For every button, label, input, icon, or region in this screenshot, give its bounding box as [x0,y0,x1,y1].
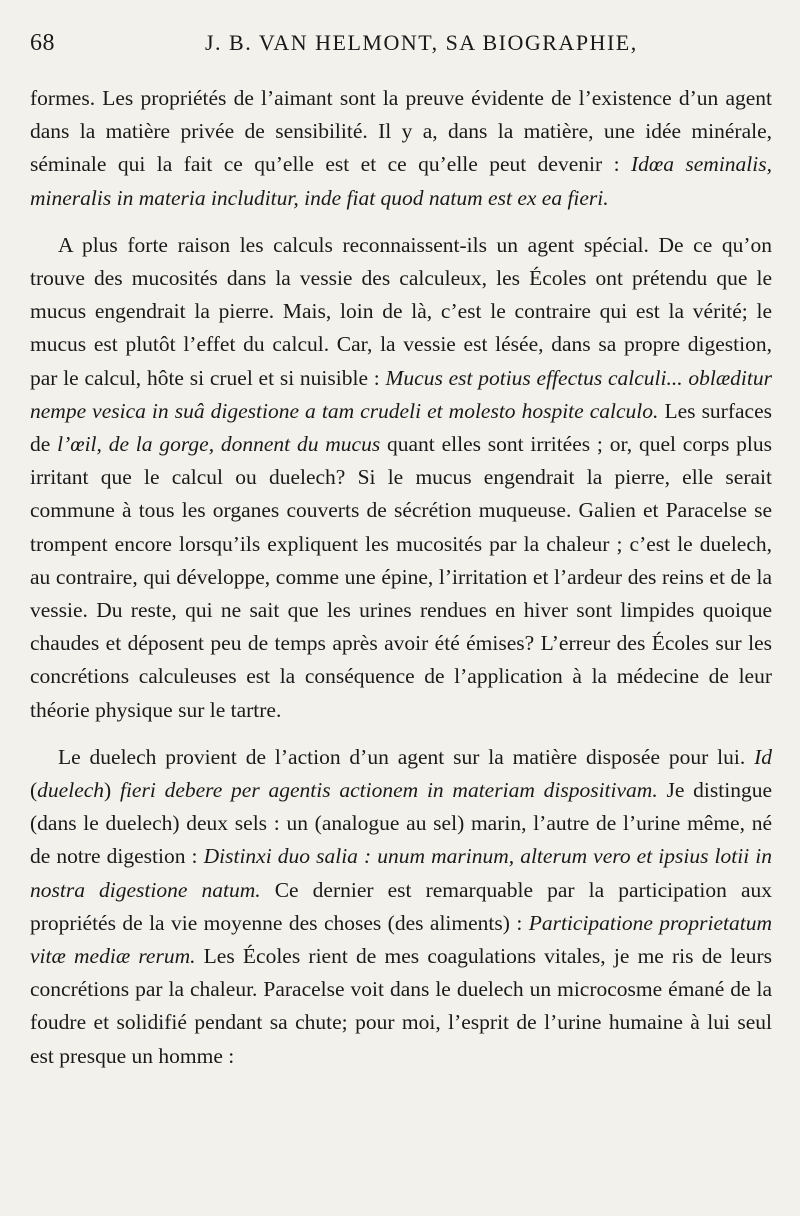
latin-quotation: Mucus est potius effectus calculi... oblæditur nempe vesica in suâ digestione a tam crudeli et molesto hospite calculo. [30,365,772,423]
latin-quotation: Distinxi duo salia : unum marinum, alterum vero et ipsius lotii in nostra digestione natum. [30,844,772,902]
latin-quotation: Idœa seminalis, mineralis in materia includitur, inde fiat quod natum est ex ea fieri. [30,152,772,210]
text-run: ( [30,778,38,803]
text-run: ) [104,778,120,803]
paragraph-1 [30,82,772,215]
text-run: A plus forte raison les calculs reconnaissent-ils un agent spécial. De ce qu’on trouve des mucosités dans la vessie des calculeux, les Écoles ont prétendu que le mucus engendrait la pierre. Mais, loin de là, c’est le contraire qui est la vérité; le mucus est plutôt l’effet du calcul. Car, la vessie est lésée, dans sa propre digestion, par le calcul, hôte si cruel et si nuisible : [30,232,772,390]
text-run: Le duelech provient de l’action d’un agent sur la matière disposée pour lui. [58,744,755,769]
latin-quotation: Participatione proprietatum vitæ mediæ rerum. [30,910,772,969]
text-run: Les Écoles rient de mes coagulations vitales, je me ris de leurs concrétions par la chaleur. Paracelse voit dans le duelech un microcosme émané de la foudre et solidifié pendant sa chute; pour moi, l’esprit de l’urine humaine à lui seul est presque un homme : [30,944,772,1068]
latin-quotation: l’œil, de la gorge, donnent du mucus [57,432,381,457]
latin-quotation: duelech [37,778,105,803]
running-head: J. B. VAN HELMONT, SA BIOGRAPHIE, [205,30,638,55]
text-run: Les surfaces de [30,398,772,457]
latin-quotation: fieri debere per agentis actionem in materiam dispositivam. [119,778,658,803]
text-run: formes. Les propriétés de l’aimant sont la preuve évidente de l’existence d’un agent dans la matière privée de sensibilité. Il y a, dans la matière, une idée minérale, séminale qui la fait ce qu’elle est et ce qu’elle peut devenir : [30,86,772,177]
text-run: quant elles sont irritées ; or, quel corps plus irritant que le calcul ou duelech? Si le mucus engendrait la pierre, elle serait commune à tous les organes couverts de sécrétion muqueuse. Galien et Paracelse se trompent encore lorsqu’ils expliquent les mucosités par la chaleur ; c’est le duelech, au contraire, qui développe, comme une épine, l’irritation et l’ardeur des reins et de la vessie. Du reste, qui ne sait que les urines rendues en hiver sont limpides quoique chaudes et déposent peu de temps après avoir été émises? L’erreur des Écoles sur les concrétions calculeuses est la conséquence de l’application à la médecine de leur théorie physique sur le tartre. [30,432,772,722]
paragraph-2 [30,229,772,727]
page-number: 68 [30,30,55,56]
latin-quotation: Id [754,744,772,769]
page-header [0,28,800,64]
text-run: Ce dernier est remarquable par la participation aux propriétés de la vie moyenne des choses (des aliments) : [30,877,772,935]
text-run: Je distingue (dans le duelech) deux sels : un (analogue au sel) marin, l’autre de l’urine même, né de notre digestion : [30,778,772,869]
paragraph-3 [30,741,772,1073]
body-text [30,82,772,1073]
